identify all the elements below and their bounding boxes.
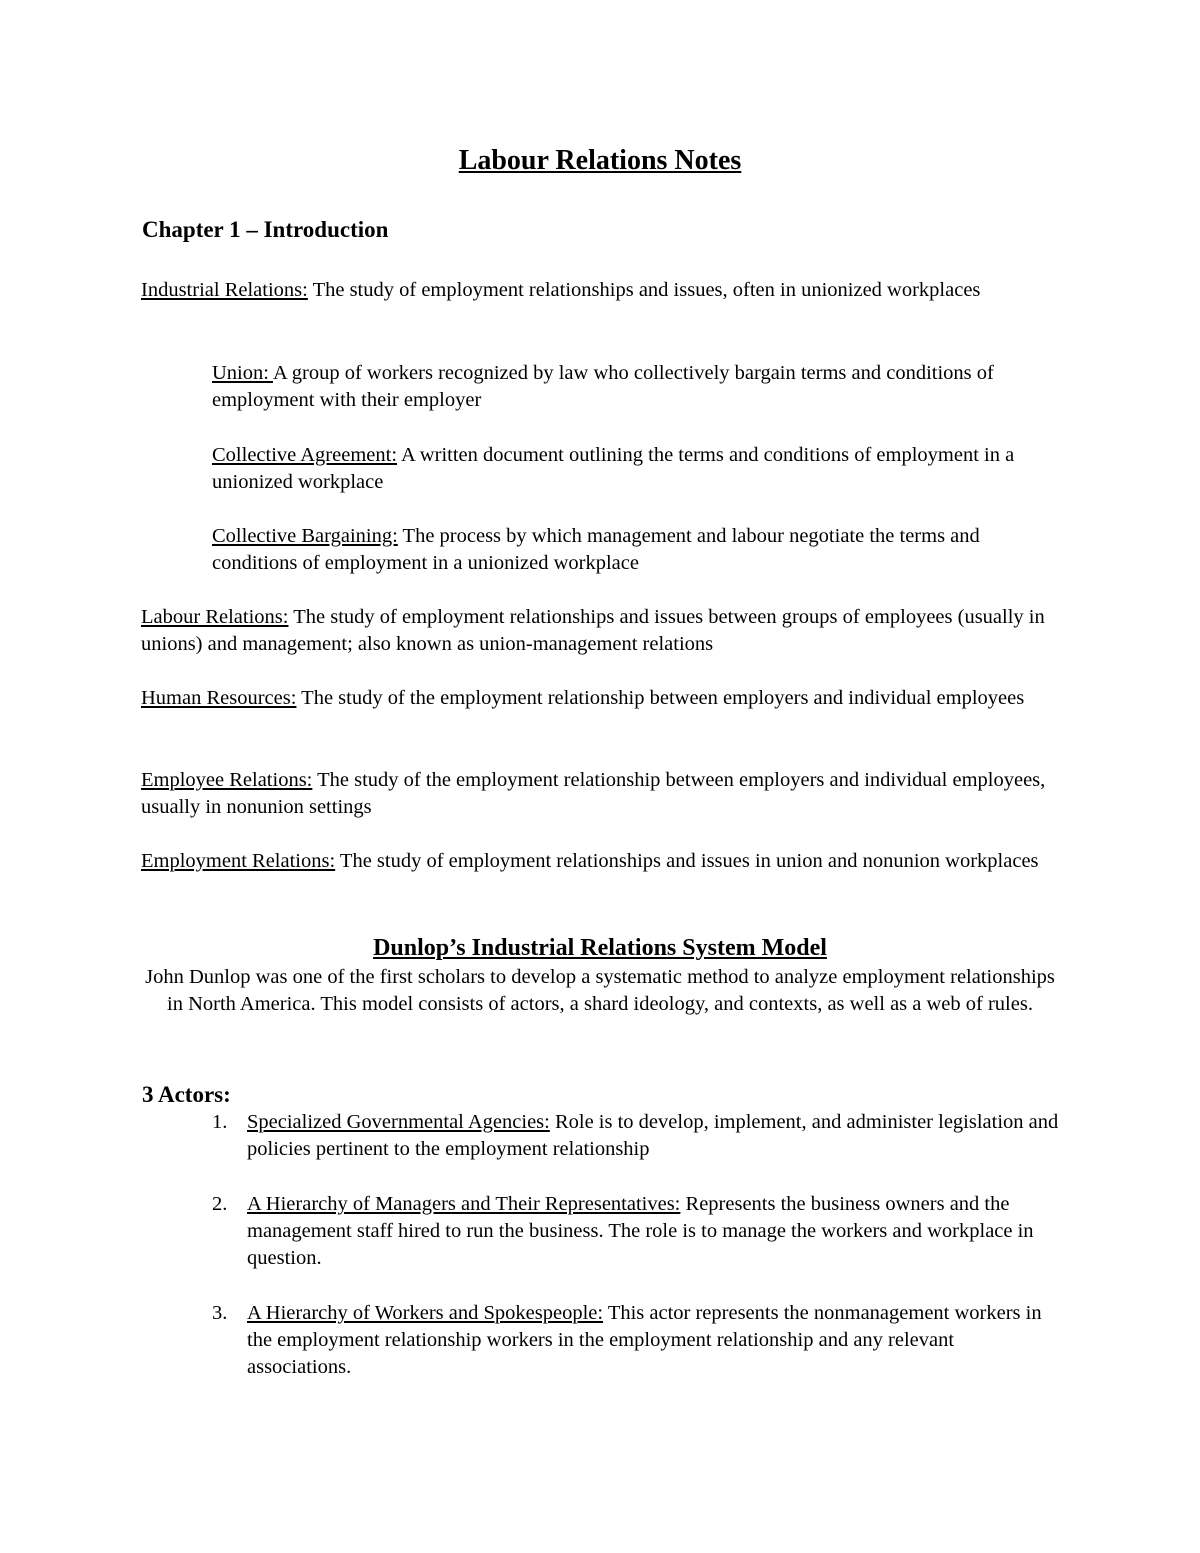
actor-term: A Hierarchy of Managers and Their Representatives: [247,1193,681,1215]
chapter-heading: Chapter 1 – Introduction [142,217,389,242]
definition-collective-bargaining [212,523,1062,577]
definition-human-resources [141,685,1061,712]
definition-union [212,360,1062,414]
list-item-body [247,1109,1062,1163]
definition-term: Union: [212,362,273,384]
definition-text: The study of the employment relationship between employers and individual employees [296,687,1025,709]
actors-heading: 3 Actors: [142,1082,231,1107]
definition-text: A group of workers recognized by law who collectively bargain terms and conditions of employment with their employer [212,362,994,411]
definition-term: Human Resources: [141,687,297,709]
actor-text: Represents the business owners and the management staff hired to run the business. The role is to manage the workers and workplace in question. [247,1193,1034,1269]
definition-collective-agreement [212,442,1062,496]
list-item-body [247,1300,1062,1381]
definition-text: The study of employment relationships and issues in union and nonunion workplaces [335,850,1039,872]
page-title: Labour Relations Notes [458,145,742,176]
definition-industrial-relations [141,277,1061,304]
actor-list-item [212,1191,1062,1272]
list-item-body [247,1191,1062,1272]
actor-text: This actor represents the nonmanagement workers in the employment relationship workers in the employment relationship and any relevant associations. [247,1302,1042,1378]
definition-text: The study of employment relationships and issues, often in unionized workplaces [307,279,981,301]
definition-text: The process by which management and labour negotiate the terms and conditions of employment in a unionized workplace [212,525,980,574]
definition-term: Employment Relations: [141,850,336,872]
list-number: 1. [212,1111,228,1133]
definition-term: Collective Bargaining: [212,525,398,547]
actor-text: Role is to develop, implement, and administer legislation and policies pertinent to the employment relationship [247,1111,1059,1160]
definition-employee-relations [141,767,1061,821]
definition-text: A written document outlining the terms and conditions of employment in a unionized workplace [212,444,1015,493]
definition-text: The study of the employment relationship between employers and individual employees, usually in nonunion settings [141,769,1046,818]
definition-text: The study of employment relationships and issues between groups of employees (usually in unions) and management; also known as union-management relations [141,606,1045,655]
definition-labour-relations [141,604,1061,658]
model-section-intro: John Dunlop was one of the first scholars to develop a systematic method to analyze employment relationships in North America. This model consists of actors, a shard ideology, and contexts, as well as a web of rules. [145,966,1055,1015]
definition-term: Collective Agreement: [212,444,398,466]
actor-list-item [212,1109,1062,1163]
definition-term: Industrial Relations: [141,279,308,301]
list-number: 3. [212,1302,228,1324]
definition-term: Employee Relations: [141,769,313,791]
actor-list-item [212,1300,1062,1381]
definition-employment-relations [141,848,1061,875]
list-number: 2. [212,1193,228,1215]
definition-term: Labour Relations: [141,606,289,628]
actor-term: Specialized Governmental Agencies: [247,1111,550,1133]
model-section-title: Dunlop’s Industrial Relations System Model [373,935,827,961]
actor-term: A Hierarchy of Workers and Spokespeople: [247,1302,604,1324]
